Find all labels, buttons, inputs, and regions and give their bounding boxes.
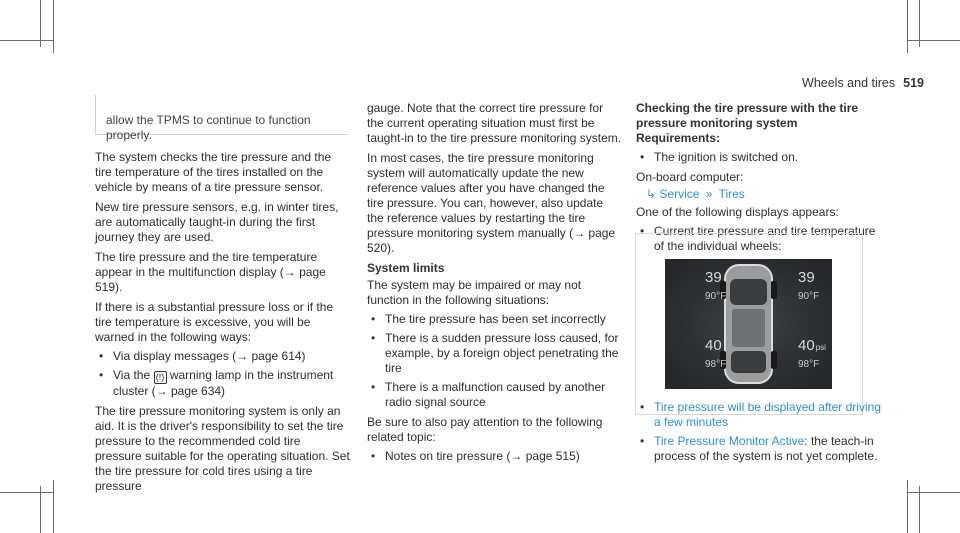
- crop-mark: [0, 40, 53, 41]
- list-item-text: Via the: [113, 368, 151, 382]
- list-item-text: Via display messages (→ page 614): [113, 349, 306, 363]
- warning-list: [95, 349, 350, 399]
- list-item: • There is a sudden pressure loss caused, for example, by a foreign object penetrating the tire: [367, 331, 622, 376]
- list-item: • The ignition is switched on.: [636, 150, 886, 165]
- status-message-link[interactable]: Tire Pressure Monitor Active: [654, 434, 805, 448]
- tire-pressure-front-left: 39: [705, 269, 722, 286]
- list-item: [636, 434, 886, 464]
- tire-pressure-display: [665, 259, 832, 389]
- note-text: allow the TPMS to continue to function properly.: [106, 113, 311, 142]
- tire-pressure-warning-icon: (!): [154, 371, 167, 384]
- limits-list: [367, 312, 622, 410]
- status-list: [636, 400, 886, 464]
- requirements-label: Requirements:: [636, 131, 721, 145]
- crop-mark: [907, 492, 960, 493]
- page-number: 519: [903, 76, 924, 90]
- pressure-value: 40: [798, 337, 815, 354]
- crop-mark: [40, 486, 41, 533]
- tire-temp-front-left: 90°F: [705, 291, 727, 302]
- menu-service: Service: [659, 187, 700, 201]
- tire-temp-rear-right: 98°F: [798, 359, 820, 370]
- crop-mark: [53, 480, 54, 533]
- crop-mark: [0, 492, 53, 493]
- column-2: [367, 101, 622, 464]
- paragraph: The system may be impaired or may not function in the following situations:: [367, 278, 582, 307]
- paragraph: Be sure to also pay attention to the following related topic:: [367, 415, 603, 444]
- paragraph: If there is a substantial pressure loss or if the tire temperature is excessive, you will be warned in the following ways:: [95, 300, 334, 344]
- paragraph: New tire pressure sensors, e.g. in winter tires, are automatically taught-in during the first journey they are used.: [95, 200, 339, 244]
- section-title: Wheels and tires: [802, 76, 896, 90]
- menu-tires: Tires: [718, 187, 745, 201]
- menu-path: [636, 187, 886, 202]
- list-item: • The tire pressure has been set incorrectly: [367, 312, 622, 327]
- crop-mark: [53, 0, 54, 53]
- column-3-lower: [636, 400, 886, 464]
- arrow-right-icon: ↳: [646, 187, 657, 201]
- list-item-text: warning lamp in the instrument cluster (→ page 634): [113, 368, 334, 398]
- related-list: [367, 449, 622, 464]
- list-item: • Current tire pressure and tire temperature of the individual wheels:: [636, 224, 886, 254]
- column-3: [636, 101, 886, 254]
- list-item: [95, 349, 350, 364]
- column-1: [95, 150, 350, 494]
- paragraph: The tire pressure and the tire temperature appear in the multifunction display (→ page 519).: [95, 250, 326, 294]
- paragraph: One of the following displays appears:: [636, 205, 839, 219]
- note-box: [95, 95, 348, 142]
- paragraph: In most cases, the tire pressure monitoring system will automatically update the new reference values after you have changed the tire pressure. You can, however, also update the reference values by restarting the tire pressure monitoring system manually (→ page 520).: [367, 151, 616, 255]
- tire-temp-front-right: 90°F: [798, 291, 820, 302]
- list-item-text: : the teach-in process of the system is not yet complete.: [654, 434, 878, 463]
- crop-mark: [907, 40, 960, 41]
- tire-pressure-front-right: 39: [798, 269, 815, 286]
- crop-mark: [907, 0, 908, 53]
- tire-pressure-rear-left: 40: [705, 337, 722, 354]
- section-heading: Checking the tire pressure with the tire pressure monitoring system: [636, 101, 859, 130]
- paragraph: The system checks the tire pressure and the tire temperature of the tires installed on the vehicle by means of a tire pressure sensor.: [95, 150, 332, 194]
- crop-mark: [907, 480, 908, 533]
- tire-pressure-rear-right: [798, 337, 826, 354]
- list-item: • Notes on tire pressure (→ page 515): [367, 449, 622, 464]
- list-item: [636, 400, 886, 430]
- status-message-link[interactable]: Tire pressure will be displayed after driving a few minutes: [654, 400, 881, 429]
- paragraph: gauge. Note that the correct tire pressure for the current operating situation must first be taught-in to the tire pressure monitoring system.: [367, 101, 622, 145]
- onboard-label: On-board computer:: [636, 170, 744, 184]
- running-header: [802, 76, 924, 90]
- pressure-unit: psi: [815, 343, 826, 352]
- tire-temp-rear-left: 98°F: [705, 359, 727, 370]
- double-chevron-icon: »: [705, 187, 713, 201]
- paragraph: The tire pressure monitoring system is only an aid. It is the driver's responsibility to set the tire pressure to the recommended cold tire pressure suitable for the operating situation. Set the tire pressure for cold tires using a tire pressure: [95, 404, 350, 493]
- list-item: • There is a malfunction caused by another radio signal source: [367, 380, 622, 410]
- crop-mark: [919, 486, 920, 533]
- requirements-list: [636, 150, 886, 165]
- section-heading: System limits: [367, 261, 445, 275]
- list-item: [95, 368, 350, 399]
